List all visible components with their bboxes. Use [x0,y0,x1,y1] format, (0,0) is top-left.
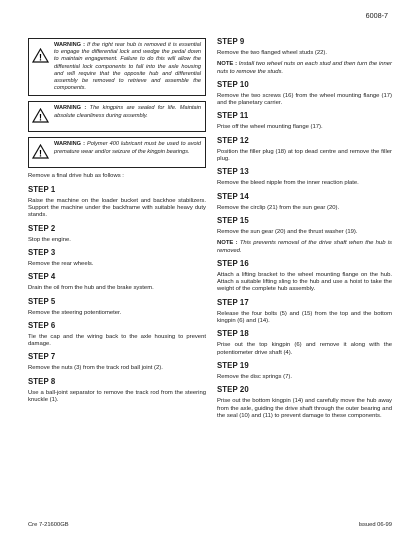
step-text: Remove the two screws (16) from the wheel mounting flange (17) and the planetary carrier. [217,92,392,107]
step-heading: STEP 20 [217,385,249,395]
step-text: Remove the rear wheels. [28,260,94,267]
step-heading: STEP 1 [28,184,56,194]
step-heading: STEP 8 [28,376,56,386]
step-heading: STEP 12 [217,135,249,145]
step-note: NOTE : Install two wheel nuts on each stud and then turn the inner nuts to remove the studs. [217,61,392,75]
step-text: Prise out the bottom kingpin (14) and carefully move the hub away from the axle, guiding the drive shaft through the outer bearing and the seal (10) and (11) to prevent damage to these components. [217,398,392,419]
step-text: Remove the bleed nipple from the inner reaction plate. [217,180,359,187]
step-text: Remove the circlip (21) from the sun gear (20). [217,204,340,211]
intro-text: Remove a final drive hub as follows : [28,173,124,180]
step-heading: STEP 15 [217,215,249,225]
step-heading: STEP 11 [217,111,249,121]
step-heading: STEP 19 [217,360,249,370]
step-text: Stop the engine. [28,236,71,243]
step-text: Tie the cap and the wiring back to the axle housing to prevent damage. [28,333,206,348]
step-text: Drain the oil from the hub and the brake system. [28,285,154,292]
step-heading: STEP 13 [217,167,249,177]
step-heading: STEP 2 [28,223,56,233]
warning-text: WARNING : The kingpins are sealed for life. Maintain absolute cleanliness during assembly. [54,105,201,119]
step-heading: STEP 9 [217,37,245,46]
step-heading: STEP 6 [28,320,56,330]
step-heading: STEP 7 [28,352,56,362]
step-heading: STEP 5 [28,296,56,306]
step-text: Prise off the wheel mounting flange (17). [217,124,323,131]
step-heading: STEP 3 [28,247,56,257]
step-heading: STEP 16 [217,258,249,268]
svg-text:!: ! [39,112,42,123]
step-text: Remove the sun gear (20) and the thrust washer (19). [217,228,358,235]
svg-text:!: ! [39,52,42,63]
step-heading: STEP 17 [217,297,249,307]
warning-text: WARNING : If the right rear hub is removed it is essential to engage the differential lock and wedge the pedal down to maintain engagement. Failure to do this will allow the differential lock components to fall into the axle housing and will require that the opposite hub and differential assembly be removed to retrieve and assemble the components. [54,42,201,92]
right-column [217,34,392,424]
step-text: Remove the two flanged wheel studs (22). [217,50,328,56]
step-text: Remove the disc springs (7). [217,373,292,380]
step-text: Prise out the top kingpin (6) and remove it along with the potentiometer drive shaft (4). [217,342,392,356]
step-heading: STEP 4 [28,272,56,282]
footer-document-code: Cre 7-21600GB [28,522,69,528]
step-text: Position the filler plug (18) at top dead centre and remove the filler plug. [217,148,392,163]
step-heading: STEP 18 [217,329,249,339]
step-note: NOTE : This prevents removal of the drive shaft when the hub is removed. [217,240,392,254]
left-column [28,38,206,408]
step-text: Remove the steering potentiometer. [28,309,122,316]
warning-box [28,137,206,168]
page-number: 6008-7 [365,11,388,20]
step-text: Remove the nuts (3) from the track rod ball joint (2). [28,365,163,372]
footer-issue-date: Issued 06-99 [358,522,392,528]
warning-box [28,101,206,132]
warning-triangle-icon [32,42,54,92]
step-text: Release the four bolts (5) and (15) from the top and the bottom kingpin (6) and (14). [217,310,392,325]
step-heading: STEP 10 [217,79,249,89]
warning-text: WARNING : Polymer 400 lubricant must be used to avoid premature wear and/or seizure of the kingpin bearings. [54,141,202,155]
warning-box [28,38,206,96]
svg-text:!: ! [39,148,42,159]
warning-triangle-icon [32,105,54,128]
step-text: Raise the machine on the loader bucket and backhoe stabilizers. Support the machine under the backframe with suitable heavy duty stands. [28,197,206,219]
step-text: Attach a lifting bracket to the wheel mounting flange on the hub. Attach a suitable lifting sling to the hub and use a hoist to take the weight of the complete hub assembly. [217,271,392,293]
step-heading: STEP 14 [217,191,249,201]
step-text: Use a ball-joint separator to remove the track rod from the steering knuckle (1). [28,389,206,403]
warning-triangle-icon [32,141,54,164]
